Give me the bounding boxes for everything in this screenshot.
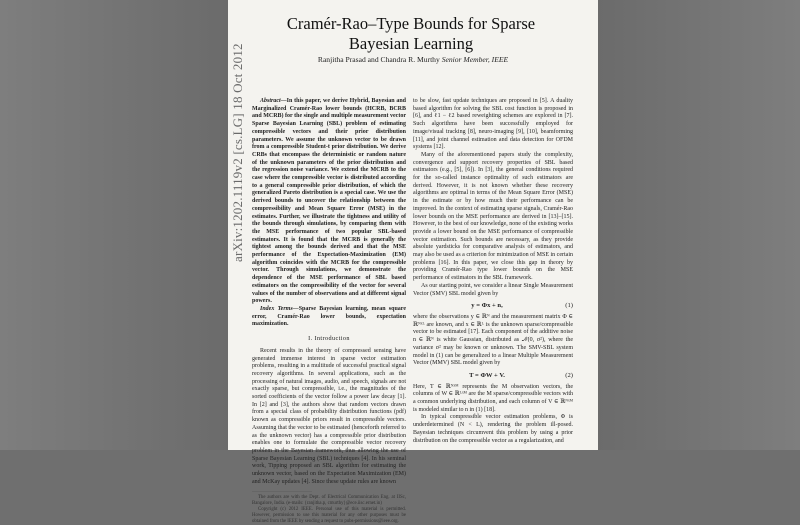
viewer-background-left: [0, 0, 228, 450]
right-paragraph-2: Many of the aforementioned papers study the complexity, convergence and support recovery properties of SBL based estimators (e.g., [5], [6]). In [3], the general conditions required for the so-called instance optimality of such estimators are derived. However, it is not known whether these recovery algorithms are optimal in terms of the Mean Square Error (MSE) in the estimate or by how much their performance can be improved. In the context of estimating sparse signals, Cramér-Rao lower bounds on the MSE performance are derived in [13]–[15]. However, to the best of our knowledge, none of the existing works provide a lower bound on the MSE performance of compressible vector estimation. Such bounds are necessary, as they provide absolute yardsticks for comparative analysis of estimators, and may also be used as a criterion for minimization of MSE in certain problems [16]. In this paper, we close this gap in theory by providing Cramér-Rao type lower bounds on the MSE performance of estimators in the SBL framework.: [413, 151, 573, 282]
paper-page: [228, 0, 598, 525]
right-paragraph-3: As our starting point, we consider a linear Single Measurement Vector (SMV) SBL model given by: [413, 282, 573, 297]
arxiv-stamp: arXiv:1202.1119v2 [cs.LG] 18 Oct 2012: [230, 43, 245, 262]
equation-2: [413, 372, 573, 380]
right-paragraph-1: to be slow, fast update techniques are proposed in [5]. A duality based algorithm for solving the SBL cost function is proposed in [6], and ℓ1 − ℓ2 based reweighting schemes are explored in [7]. Such algorithms have been successfully employed for image/visual tracking [8], neuro-imaging [9], [10], beamforming [11], and joint channel estimation and data detection for OFDM systems [12].: [413, 98, 573, 151]
footnote-affiliation: The authors are with the Dept. of Electrical Communication Eng. at IISc, Bangalore, India. (e-mails: {ranjitha.p, cmurthy}@ece.iisc.ernet.in): [252, 495, 406, 507]
abstract-body: In this paper, we derive Hybrid, Bayesian and Marginalized Cramér-Rao lower bounds (HCRB, BCRB and MCRB) for the single and multiple measurement vector Sparse Bayesian Learning (SBL) problem of estimating compressible vectors and their prior distribution parameters. We assume the unknown vector to be drawn from a compressible Student-t prior distribution. We derive CRBs that encompass the deterministic or random nature of the unknown parameters of the prior distribution and the regression noise variance. We extend the MCRB to the case where the compressible vector is distributed according to a general compressible prior distribution, of which the generalized Pareto distribution is a special case. We use the derived bounds to uncover the relationship between the compressibility and Mean Square Error (MSE) in the estimates. Further, we illustrate the tightness and utility of the bounds through simulations, by comparing them with the MSE performance of two popular SBL-based estimators. It is found that the MCRB is generally the tightest among the bounds derived and that the MSE performance of the Expectation-Maximization (EM) algorithm coincides with the MCRB for the compressible vector. Through simulations, we demonstrate the dependence of the MSE performance of SBL based estimators on the compressibility of the vector for several values of the number of observations and at different signal powers.: [252, 98, 406, 305]
right-paragraph-6: In typical compressible vector estimation problems, Φ is underdetermined (N < L), rendering the problem ill-posed. Bayesian techniques circumvent this problem by using a prior distribution on the compressible vector as a regularization, and: [413, 414, 573, 444]
paper-title: Cramér-Rao–Type Bounds for Sparse Bayesian Learning: [286, 14, 536, 53]
intro-paragraph: Recent results in the theory of compressed sensing have generated immense interest in sparse vector estimation problems, resulting in a multitude of successful practical signal recovery algorithms. In several applications, such as the processing of natural images, audio, and speech, signals are not exactly sparse, but compressible, i.e., the magnitudes of the sorted coefficients of the vector follow a power law decay [1]. In [2] and [3], the authors show that random vectors drawn from a special class of probability distribution functions (pdf) known as compressible priors result in compressible vectors. Assuming that the vector to be estimated (henceforth referred to as the unknown vector) has a compressible prior distribution enables one to formulate the compressible vector recovery problem in the Bayesian framework, thus allowing the use of Sparse Bayesian Learning (SBL) techniques [4]. In his seminal work, Tipping proposed an SBL algorithm for estimating the unknown vector, based on the Expectation Maximization (EM) and McKay updates [4]. Since these update rules are known: [252, 347, 406, 485]
abstract-lead: Abstract—: [260, 98, 287, 104]
section-heading: I. Introduction: [308, 335, 350, 343]
author-names: Ranjitha Prasad and Chandra R. Murthy: [317, 55, 440, 64]
right-paragraph-4: where the observations y ∈ ℝᴺ and the measurement matrix Φ ∈ ℝᴺˣᴸ are known, and x ∈ ℝᴸ is the unknown sparse/compressible vector to be estimated [17]. Each component of the additive noise n ∈ ℝᴺ is white Gaussian, distributed as 𝒩(0, σ²), where the variance σ² may be known or unknown. The SMV-SBL system model in (1) can be generalized to a linear Multiple Measurement Vector (MMV) SBL model given by: [413, 313, 573, 367]
equation-1: [413, 302, 573, 310]
paper-authors: [268, 55, 558, 64]
equation-1-number: (1): [565, 302, 573, 310]
equation-1-expression: y = Φx + n,: [471, 302, 503, 310]
footnote-copyright: Copyright (c) 2012 IEEE. Personal use of this material is permitted. However, permission to use this material for any other purposes must be obtained from the IEEE by sending a request to pubs-permissions@ieee.org.: [252, 507, 406, 525]
left-column: [252, 98, 406, 525]
footnotes: [252, 495, 406, 525]
index-terms: [252, 306, 406, 329]
index-terms-lead: Index Terms—: [260, 305, 299, 312]
abstract: [252, 98, 406, 306]
footnote-divider: [252, 491, 312, 492]
right-paragraph-5: Here, T ∈ ℝᴺˣᴹ represents the M observation vectors, the columns of W ∈ ℝᴸˣᴹ are the M sparse/compressible vectors with a common underlying distribution, and each column of V ∈ ℝᴺˣᴹ is modeled similar to n in (1) [18].: [413, 383, 573, 413]
index-terms-body: Sparse Bayesian learning, mean square error, Cramér-Rao lower bounds, expectation maximization.: [252, 305, 406, 328]
author-role: Senior Member, IEEE: [441, 55, 509, 64]
viewer-background-right: [598, 0, 800, 450]
right-column: [413, 98, 573, 445]
equation-2-number: (2): [565, 371, 573, 379]
equation-2-expression: T = ΦW + V.: [469, 371, 505, 379]
